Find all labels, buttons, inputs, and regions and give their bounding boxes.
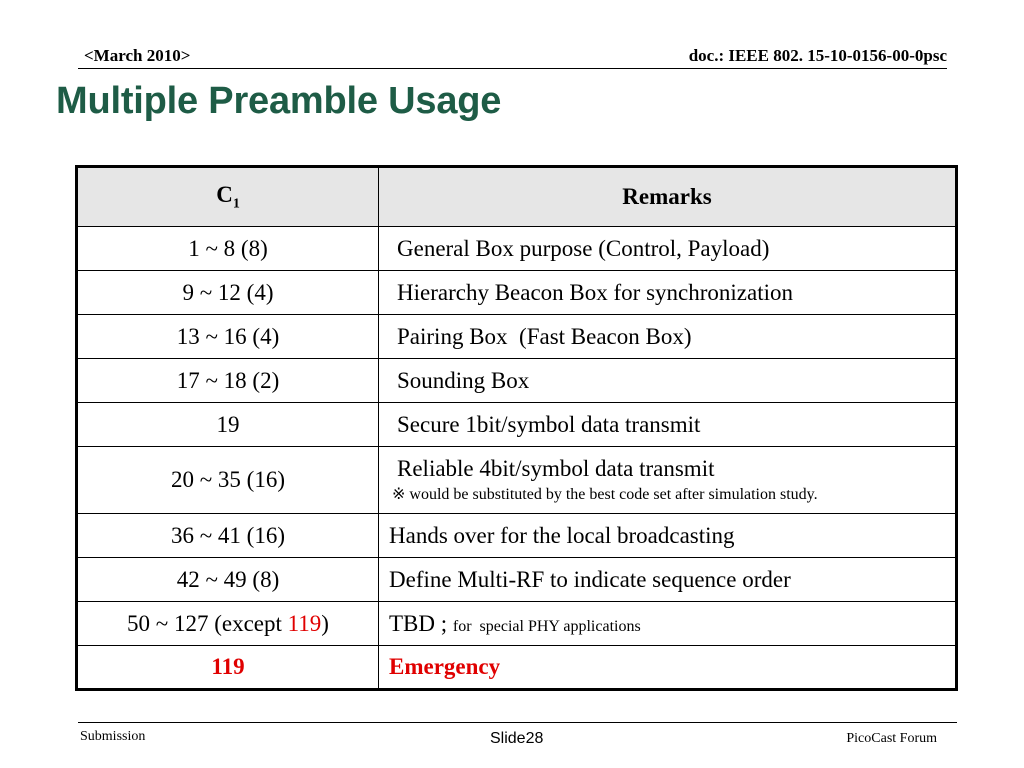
table-row	[77, 558, 957, 602]
remark-cell	[379, 602, 957, 646]
remark-text: Reliable 4bit/symbol data transmit	[397, 456, 715, 481]
table-row	[77, 602, 957, 646]
table-row	[77, 271, 957, 315]
c1-highlight: 119	[287, 610, 322, 636]
remark-cell: General Box purpose (Control, Payload)	[379, 227, 957, 271]
footer-divider	[78, 722, 957, 723]
remark-cell: Pairing Box (Fast Beacon Box)	[379, 315, 957, 359]
table-row	[77, 447, 957, 514]
remark-cell: Sounding Box	[379, 359, 957, 403]
c1-prefix: 50 ~ 127 (except	[127, 610, 288, 636]
table-row	[77, 514, 957, 558]
c1-cell: 119	[77, 646, 379, 690]
table-row	[77, 227, 957, 271]
remark-cell: Emergency	[379, 646, 957, 690]
c1-cell: 19	[77, 403, 379, 447]
table-row	[77, 359, 957, 403]
remark-cell: Hands over for the local broadcasting	[379, 514, 957, 558]
c1-cell: 1 ~ 8 (8)	[77, 227, 379, 271]
header-doc-id: doc.: IEEE 802. 15-10-0156-00-0psc	[688, 46, 947, 65]
remark-small-text: for special PHY applications	[452, 617, 641, 635]
table-header-row	[77, 167, 957, 227]
footer-organization: PicoCast Forum	[846, 731, 937, 746]
header-c1	[77, 167, 379, 227]
remark-text: TBD ;	[389, 610, 453, 636]
table-row-emergency	[77, 646, 957, 690]
remark-cell: Hierarchy Beacon Box for synchronization	[379, 271, 957, 315]
header-c1-base: C	[216, 181, 233, 207]
remark-cell: Define Multi-RF to indicate sequence order	[379, 558, 957, 602]
c1-cell: 20 ~ 35 (16)	[77, 447, 379, 514]
c1-cell: 13 ~ 16 (4)	[77, 315, 379, 359]
c1-cell: 17 ~ 18 (2)	[77, 359, 379, 403]
c1-cell	[77, 602, 379, 646]
table-row	[77, 403, 957, 447]
footer-submission: Submission	[80, 729, 146, 744]
c1-cell: 36 ~ 41 (16)	[77, 514, 379, 558]
header-c1-subscript: 1	[232, 196, 240, 212]
table-row	[77, 315, 957, 359]
remark-cell: Secure 1bit/symbol data transmit	[379, 403, 957, 447]
header-remarks: Remarks	[379, 167, 957, 227]
preamble-table	[75, 165, 958, 691]
footer-slide-number: Slide28	[490, 730, 544, 747]
c1-cell: 9 ~ 12 (4)	[77, 271, 379, 315]
c1-suffix: )	[321, 610, 329, 636]
c1-cell: 42 ~ 49 (8)	[77, 558, 379, 602]
header-divider	[78, 68, 947, 69]
remark-note: ※ would be substituted by the best code set after simulation study.	[392, 486, 818, 503]
remark-cell	[379, 447, 957, 514]
header-date: <March 2010>	[84, 46, 191, 65]
slide-title: Multiple Preamble Usage	[56, 80, 502, 122]
